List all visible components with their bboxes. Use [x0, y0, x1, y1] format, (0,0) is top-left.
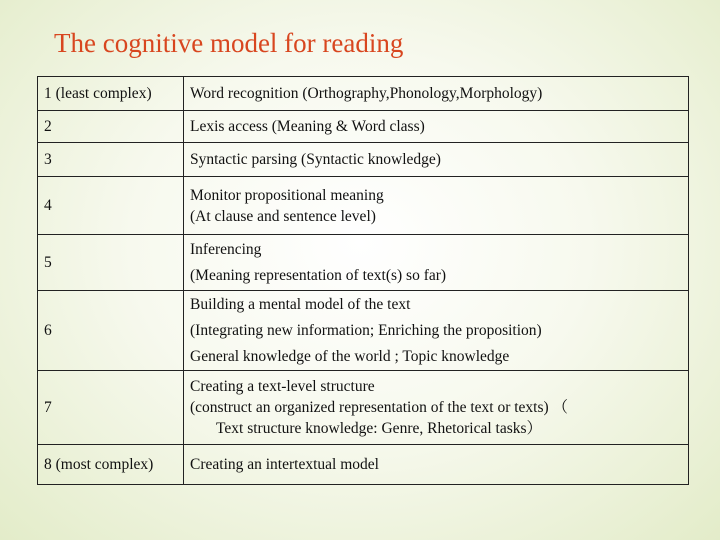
description-line: Creating an intertextual model — [190, 455, 379, 473]
description-line: Monitor propositional meaning — [190, 186, 384, 204]
description-line: General knowledge of the world ; Topic knowledge — [190, 347, 510, 365]
description-cell — [184, 445, 689, 485]
description-line: Word recognition (Orthography,Phonology,Morphology) — [190, 84, 543, 102]
description-line: (Meaning representation of text(s) so far) — [190, 266, 447, 284]
table-row — [38, 371, 689, 445]
table-row — [38, 235, 689, 291]
description-line: Inferencing — [190, 240, 262, 258]
table-row — [38, 143, 689, 177]
level-cell: 5 — [38, 235, 184, 291]
description-cell — [184, 111, 689, 143]
table-row — [38, 77, 689, 111]
level-cell: 8 (most complex) — [38, 445, 184, 485]
page-title: The cognitive model for reading — [54, 28, 404, 58]
level-cell: 6 — [38, 291, 184, 371]
table-row — [38, 291, 689, 371]
level-cell: 7 — [38, 371, 184, 445]
description-cell — [184, 143, 689, 177]
cognitive-model-table — [37, 76, 689, 485]
level-cell: 3 — [38, 143, 184, 177]
description-line: (Integrating new information; Enriching the proposition) — [190, 321, 542, 339]
description-line: Building a mental model of the text — [190, 295, 411, 313]
description-line: Syntactic parsing (Syntactic knowledge) — [190, 150, 441, 168]
description-cell — [184, 291, 689, 371]
description-line: Creating a text-level structure — [190, 378, 375, 395]
description-cell — [184, 77, 689, 111]
description-line: (At clause and sentence level) — [190, 207, 376, 225]
description-line: Text structure knowledge: Genre, Rhetorical tasks） — [216, 420, 543, 437]
description-line: (construct an organized representation of the text or texts) （ — [190, 399, 569, 416]
description-cell — [184, 177, 689, 235]
description-line: Lexis access (Meaning & Word class) — [190, 117, 425, 135]
description-cell — [184, 371, 689, 445]
description-cell — [184, 235, 689, 291]
level-cell: 2 — [38, 111, 184, 143]
table-row — [38, 177, 689, 235]
table-row — [38, 445, 689, 485]
level-cell: 1 (least complex) — [38, 77, 184, 111]
level-cell: 4 — [38, 177, 184, 235]
table-row — [38, 111, 689, 143]
